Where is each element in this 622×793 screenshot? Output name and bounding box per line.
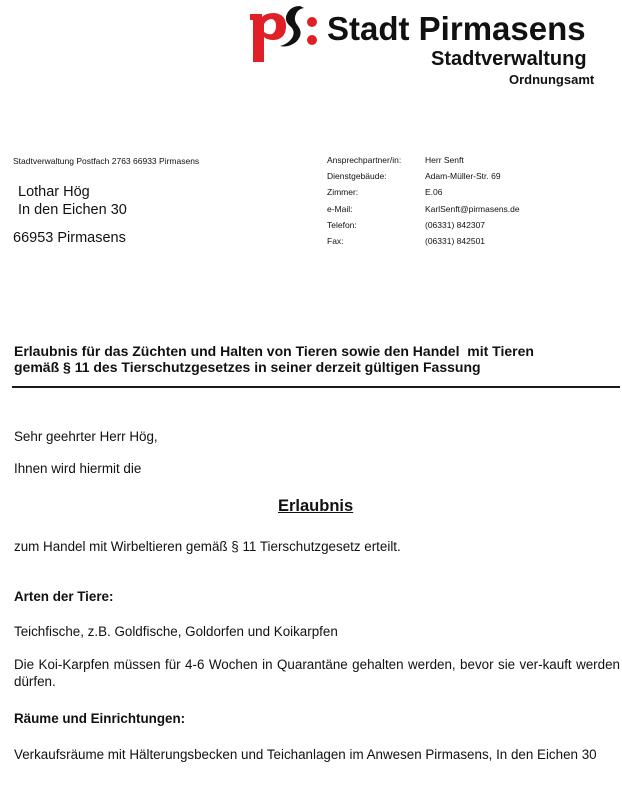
contact-label: Zimmer:: [327, 187, 359, 198]
contact-value: Herr Senft: [425, 155, 464, 166]
contact-value: E.06: [425, 187, 443, 198]
recipient-name: Lothar Hög: [18, 184, 90, 200]
contact-row: [327, 201, 520, 217]
contact-value: Adam-Müller-Str. 69: [425, 171, 501, 182]
contact-label: Dienstgebäude:: [327, 171, 387, 182]
intro-text: Ihnen wird hiermit die: [14, 461, 142, 476]
contact-row: [327, 168, 520, 184]
recipient-city: 66953 Pirmasens: [13, 230, 126, 246]
recipient-address: [18, 183, 127, 219]
sender-return-address: Stadtverwaltung Postfach 2763 66933 Pirmasens: [13, 156, 200, 166]
contact-label: Telefon:: [327, 219, 357, 230]
contact-value: (06331) 842501: [425, 236, 486, 247]
subject-line-2: gemäß § 11 des Tierschutzgesetzes in seiner derzeit gültigen Fassung: [14, 359, 481, 375]
permit-heading: Erlaubnis: [278, 497, 354, 515]
contact-value: (06331) 842307: [425, 219, 486, 230]
contact-email[interactable]: KarlSenft@pirmasens.de: [425, 203, 520, 214]
rooms-text: Verkaufsräume mit Hälterungsbecken und Teichanlagen im Anwesen Pirmasens, In den Eichen 30: [14, 747, 597, 762]
subject-line-1: Erlaubnis für das Züchten und Halten von Tieren sowie den Handel mit Tieren: [14, 343, 534, 359]
department-name: Ordnungsamt: [509, 72, 595, 87]
grant-text: zum Handel mit Wirbeltieren gemäß § 11 Tierschutzgesetz erteilt.: [14, 539, 401, 554]
contact-info: [327, 152, 520, 249]
contact-row: [327, 233, 520, 249]
administration-name: Stadtverwaltung: [431, 48, 587, 70]
animals-heading: Arten der Tiere:: [14, 589, 114, 604]
city-name: Stadt Pirmasens: [327, 10, 586, 47]
animals-text: Teichfische, z.B. Goldfische, Goldorfen und Koikarpfen: [14, 624, 338, 639]
contact-row: [327, 152, 520, 168]
contact-label: Fax:: [327, 236, 344, 247]
contact-label: Ansprechpartner/in:: [327, 155, 402, 166]
contact-row: [327, 184, 520, 200]
contact-label: e-Mail:: [327, 203, 353, 214]
divider: [12, 386, 620, 388]
subject-line: [14, 343, 614, 375]
ps-logo-icon: [248, 4, 322, 62]
contact-row: [327, 217, 520, 233]
salutation: Sehr geehrter Herr Hög,: [14, 429, 158, 444]
koi-note: Die Koi-Karpfen müssen für 4-6 Wochen in Quarantäne gehalten werden, bevor sie ver-kauft werden dürfen.: [14, 657, 620, 689]
rooms-heading: Räume und Einrichtungen:: [14, 711, 186, 726]
recipient-street: In den Eichen 30: [18, 202, 127, 218]
